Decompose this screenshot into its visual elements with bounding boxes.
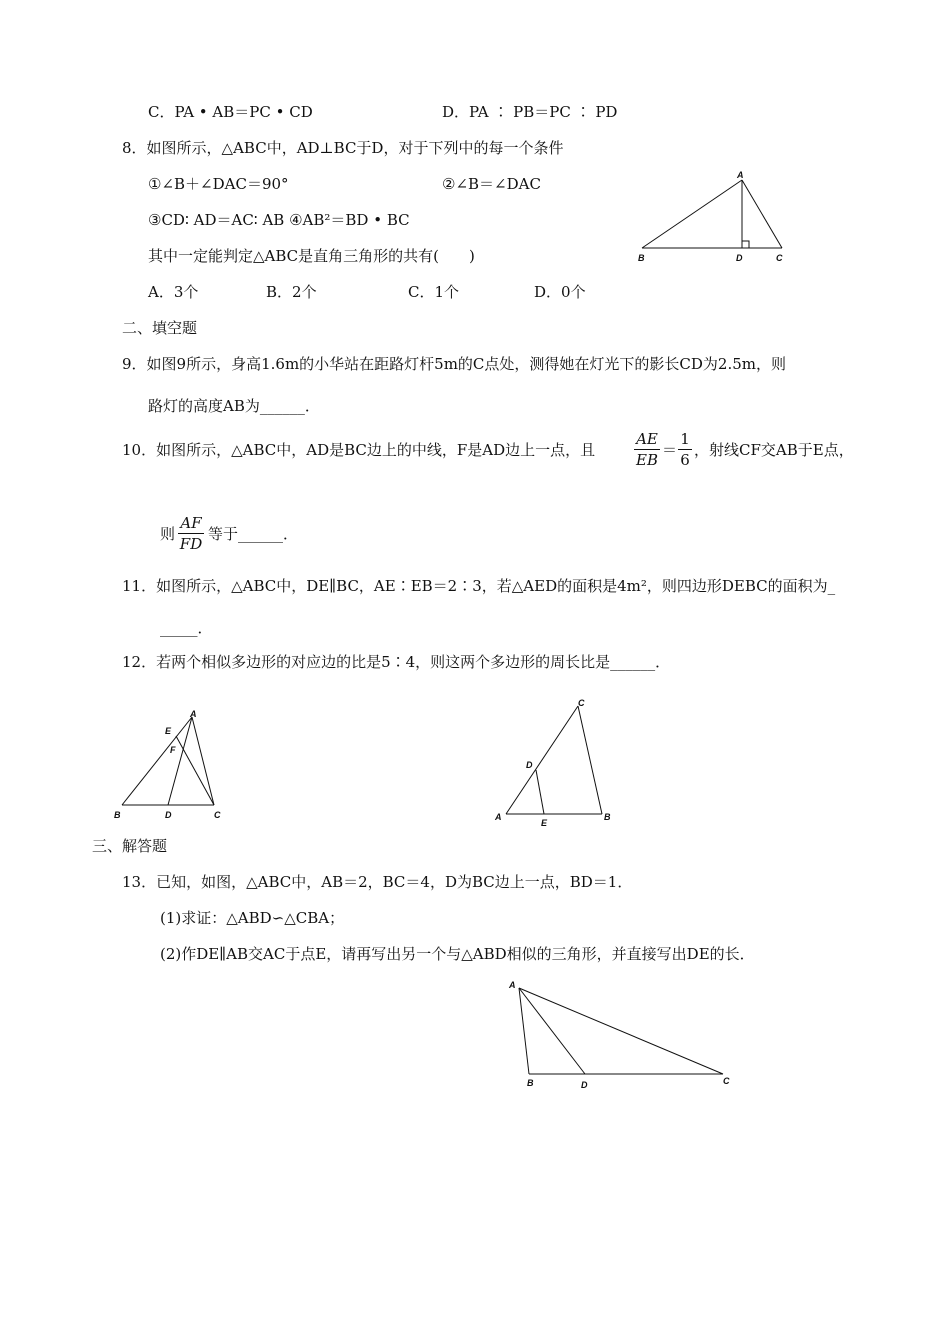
- q8-side-ac: [742, 180, 782, 248]
- q10-fraction-af-fd: [178, 514, 204, 553]
- q13-label-b: B: [527, 1078, 534, 1088]
- q8-option-a: A．3个: [148, 283, 199, 301]
- q10-fraction-eb: EB: [636, 451, 658, 469]
- q11-label-a: A: [495, 812, 502, 822]
- q11-line-1: 11．如图所示，△ABC中，DE∥BC，AE∶EB＝2∶3，若△AED的面积是4m²，则四边形DEBC的面积为_: [122, 577, 836, 595]
- q10-side-ac: [192, 717, 214, 805]
- q10-fraction-ae: AE: [636, 430, 658, 448]
- q9-line-2: 路灯的高度AB为______．: [148, 397, 320, 415]
- q8-label-c: C: [776, 253, 783, 263]
- fraction-bar: [178, 533, 204, 534]
- q13-part-1: (1)求证：△ABD∽△CBA；: [160, 909, 345, 927]
- q10-label-b: B: [114, 810, 121, 820]
- q13-part-2: (2)作DE∥AB交AC于点E，请再写出另一个与△ABD相似的三角形，并直接写出DE的长．: [160, 945, 755, 963]
- section-2-heading: 二、填空题: [122, 319, 198, 337]
- q8-option-d: D．0个: [534, 283, 586, 301]
- q13-stem: 13．已知，如图，△ABC中，AB＝2，BC＝4，D为BC边上一点，BD＝1．: [122, 873, 633, 891]
- q13-label-a: A: [509, 980, 516, 990]
- q8-condition-1: ①∠B＋∠DAC＝90°: [148, 175, 289, 193]
- q13-side-ab: [519, 988, 529, 1074]
- q9-line-1: 9．如图9所示，身高1.6m的小华站在距路灯杆5m的C点处，测得她在灯光下的影长CD为2.5m，则: [122, 355, 786, 373]
- q8-right-angle-mark: [742, 241, 749, 248]
- q10-label-a: A: [190, 709, 197, 719]
- q8-question: 其中一定能判定△ABC是直角三角形的共有( ): [148, 247, 475, 265]
- q13-label-c: C: [723, 1076, 730, 1086]
- q13-side-ac: [519, 988, 723, 1074]
- q10-label-c: C: [214, 810, 221, 820]
- q11-side-ac: [506, 706, 578, 814]
- q13-figure: [505, 976, 745, 1090]
- q10-fraction-af: AF: [180, 514, 202, 532]
- q7-option-d: D．PA ∶ PB＝PC ∶ PD: [442, 103, 618, 121]
- q10-fraction-fd: FD: [179, 535, 203, 553]
- q10-side-ba: [122, 717, 192, 805]
- q10-text-pre: 10．如图所示，△ABC中，AD是BC边上的中线，F是AD边上一点，且: [122, 441, 596, 459]
- q10-tail: 等于______．: [208, 525, 299, 543]
- q11-side-cb: [578, 706, 602, 814]
- q10-median-ad: [168, 717, 192, 805]
- q10-label-e: E: [165, 726, 172, 736]
- q10-fraction-1-6: [678, 430, 692, 469]
- q11-figure: [490, 694, 625, 828]
- q10-then: 则: [160, 525, 176, 543]
- q8-label-b: B: [638, 253, 645, 263]
- q10-figure: [110, 705, 240, 825]
- fraction-bar: [678, 449, 692, 450]
- q13-label-d: D: [581, 1080, 588, 1090]
- q10-ray-ce: [176, 736, 214, 805]
- q11-label-c: C: [578, 698, 585, 708]
- q11-label-b: B: [604, 812, 611, 822]
- q11-label-d: D: [526, 760, 533, 770]
- q8-stem: 8．如图所示，△ABC中，AD⊥BC于D，对于下列中的每一个条件: [122, 139, 564, 157]
- fraction-bar: [634, 449, 660, 450]
- q10-text-post: ，射线CF交AB于E点，: [694, 441, 854, 459]
- q8-side-ba: [642, 180, 742, 248]
- q8-label-a: A: [737, 170, 744, 180]
- q8-figure: [630, 168, 800, 268]
- q8-option-c: C．1个: [408, 283, 460, 301]
- q11-segment-de: [536, 770, 544, 814]
- q11-line-2: _____．: [160, 619, 213, 637]
- q10-label-d: D: [165, 810, 172, 820]
- q10-equals: ＝: [662, 441, 678, 459]
- q10-fraction-1: 1: [680, 430, 690, 448]
- q10-label-f: F: [170, 745, 176, 755]
- q8-label-d: D: [736, 253, 743, 263]
- q12-line-1: 12．若两个相似多边形的对应边的比是5∶4，则这两个多边形的周长比是______．: [122, 653, 671, 671]
- q11-label-e: E: [541, 818, 548, 828]
- q8-condition-3-4: ③CD∶ AD＝AC∶ AB ④AB²＝BD • BC: [148, 211, 410, 229]
- q8-option-b: B．2个: [266, 283, 317, 301]
- section-3-heading: 三、解答题: [92, 837, 168, 855]
- q10-fraction-6: 6: [680, 451, 690, 469]
- q13-segment-ad: [519, 988, 585, 1074]
- q7-option-c: C．PA • AB＝PC • CD: [148, 103, 313, 121]
- q8-condition-2: ②∠B＝∠DAC: [442, 175, 541, 193]
- q10-fraction-ae-eb: [634, 430, 660, 469]
